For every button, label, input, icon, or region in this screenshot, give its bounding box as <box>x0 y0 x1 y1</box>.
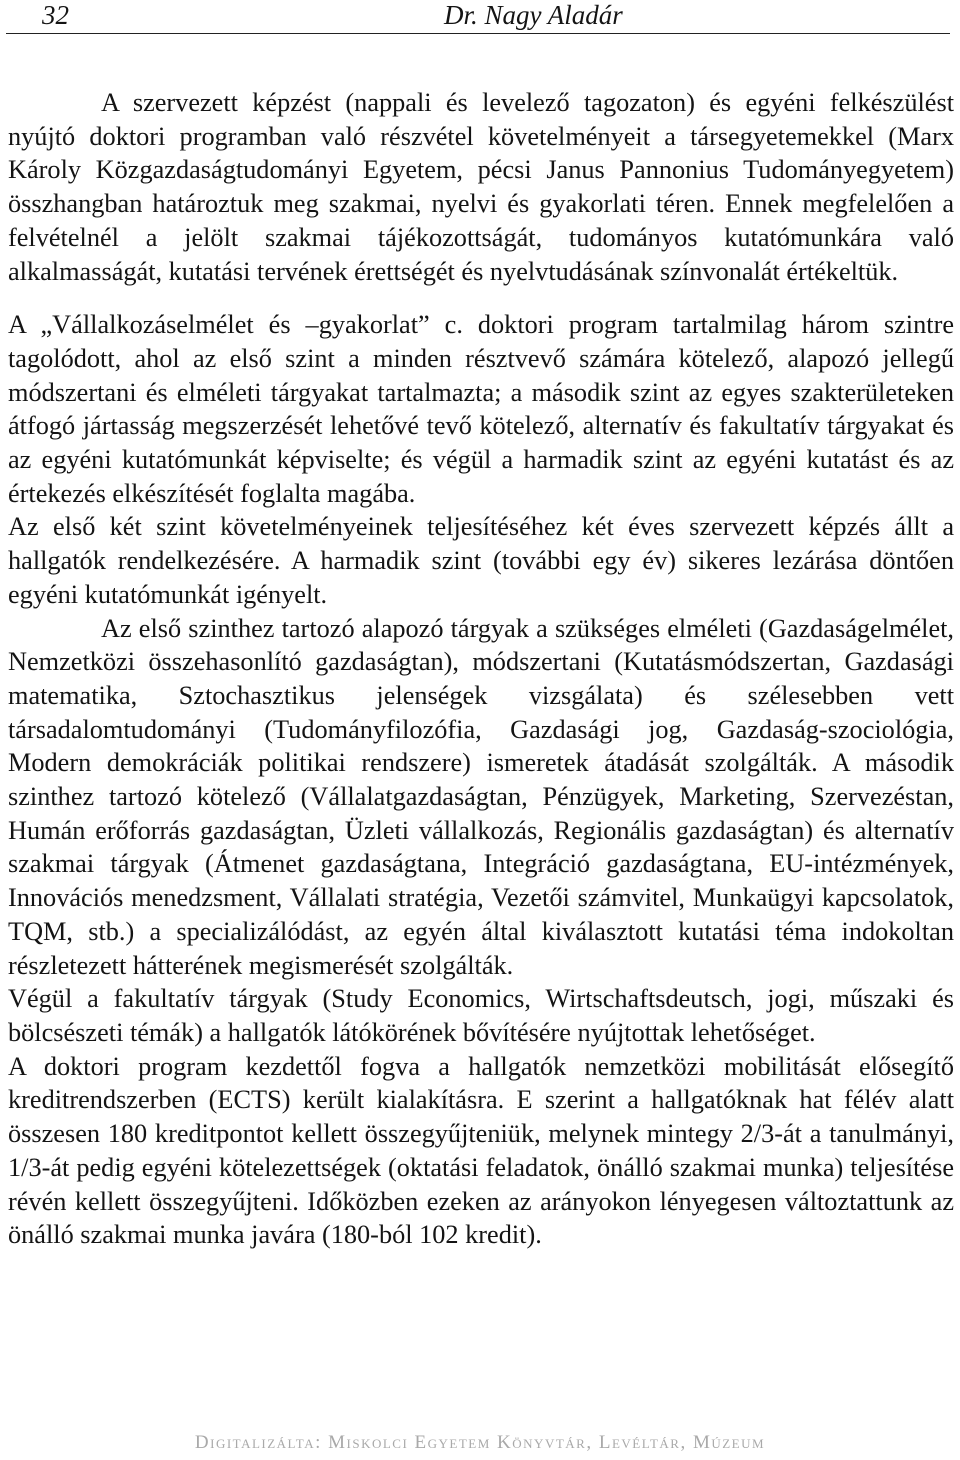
digitization-footer: Digitalizálta: Miskolci Egyetem Könyvtár, Levéltár, Múzeum <box>194 1432 766 1453</box>
body-text <box>8 86 954 1252</box>
paragraph: Az első szinthez tartozó alapozó tárgyak a szükséges elméleti (Gazdaságelmélet, Nemzetközi összehasonlító gazdaságtan), módszertani (Kutatásmódszertan, Gazdasági matematika, Sztochasztikus jelenségek vizsgálata) és szélesebben vett társadalomtudományi (Tudományfilozófia, Gazdasági jog, Gazdaság-szociológia, Modern demokráciák politikai rendszere) ismeretek átadását szolgálták. A második szinthez tartozó kötelező (Vállalatgazdaságtan, Pénzügyek, Marketing, Szervezéstan, Humán erőforrás gazdaságtan, Üzleti vállalkozás, Regionális gazdaságtan) és alternatív szakmai tárgyak (Átmenet gazdaságtana, Integráció gazdaságtana, EU-intézmények, Innovációs menedzsment, Vállalati stratégia, Vezetői számvitel, Munkaügyi kapcsolatok, TQM, stb.) a specializálódást, az egyén által kiválasztott kutatási téma indokoltan részletezett hátterének megismerését szolgálták. <box>8 613 954 980</box>
paragraph: Végül a fakultatív tárgyak (Study Economics, Wirtschaftsdeutsch, jogi, műszaki és bölcsészeti témák) a hallgatók látókörének bővítésére nyújtottak lehetőséget. <box>8 984 954 1047</box>
paragraph: A szervezett képzést (nappali és levelező tagozaton) és egyéni felkészülést nyújtó doktori programban való részvétel követelményeit a társegyetemekkel (Marx Károly Közgazdaságtudományi Egyetem, pécsi Janus Pannonius Tudományegyetem) összhangban határoztuk meg szakmai, nyelvi és gyakorlati téren. Ennek megfelelően a felvételnél a jelölt szakmai tájékozottságát, tudományos kutatómunkára való alkalmasságát, kutatási tervének érettségét és nyelvtudásának színvonalát értékeltük. <box>8 88 954 286</box>
page-header <box>6 0 950 34</box>
paragraph: A doktori program kezdettől fogva a hallgatók nemzetközi mobilitását elősegítő kreditrendszerben (ECTS) került kialakításra. E szerint a hallgatóknak hat félév alatt összesen 180 kreditpontot kellett összegyűjteniük, melynek mintegy 2/3-át a tanulmányi, 1/3-át pedig egyéni kötelezettségek (oktatási feladatok, önálló szakmai munka) teljesítése révén kellett összegyűjteni. Időközben ezeken az arányokon lényegesen változtattunk az önálló szakmai munka javára (180-ból 102 kredit). <box>8 1051 954 1250</box>
paragraph: Az első két szint követelményeinek teljesítéséhez két éves szervezett képzés állt a hallgatók rendelkezésére. A harmadik szint (további egy év) sikeres lezárása döntően egyéni kutatómunkát igényelt. <box>8 512 954 609</box>
page-number: 32 <box>42 0 69 30</box>
paragraph: A „Vállalkozáselmélet és –gyakorlat” c. doktori program tartalmilag három szintre tagolódott, ahol az első szint a minden résztvevő számára kötelező, alapozó jellegű módszertani és elméleti tárgyakat tartalmazta; a második szint az egyes szakterületeken átfogó jártasság megszerzését lehetővé tevő kötelező, alternatív és fakultatív tárgyakat és az egyéni kutatómunkát képviselte; és végül a harmadik szint az egyéni kutatást és az értekezés elkészítését foglalta magába. <box>8 310 954 508</box>
running-title: Dr. Nagy Aladár <box>444 0 623 30</box>
